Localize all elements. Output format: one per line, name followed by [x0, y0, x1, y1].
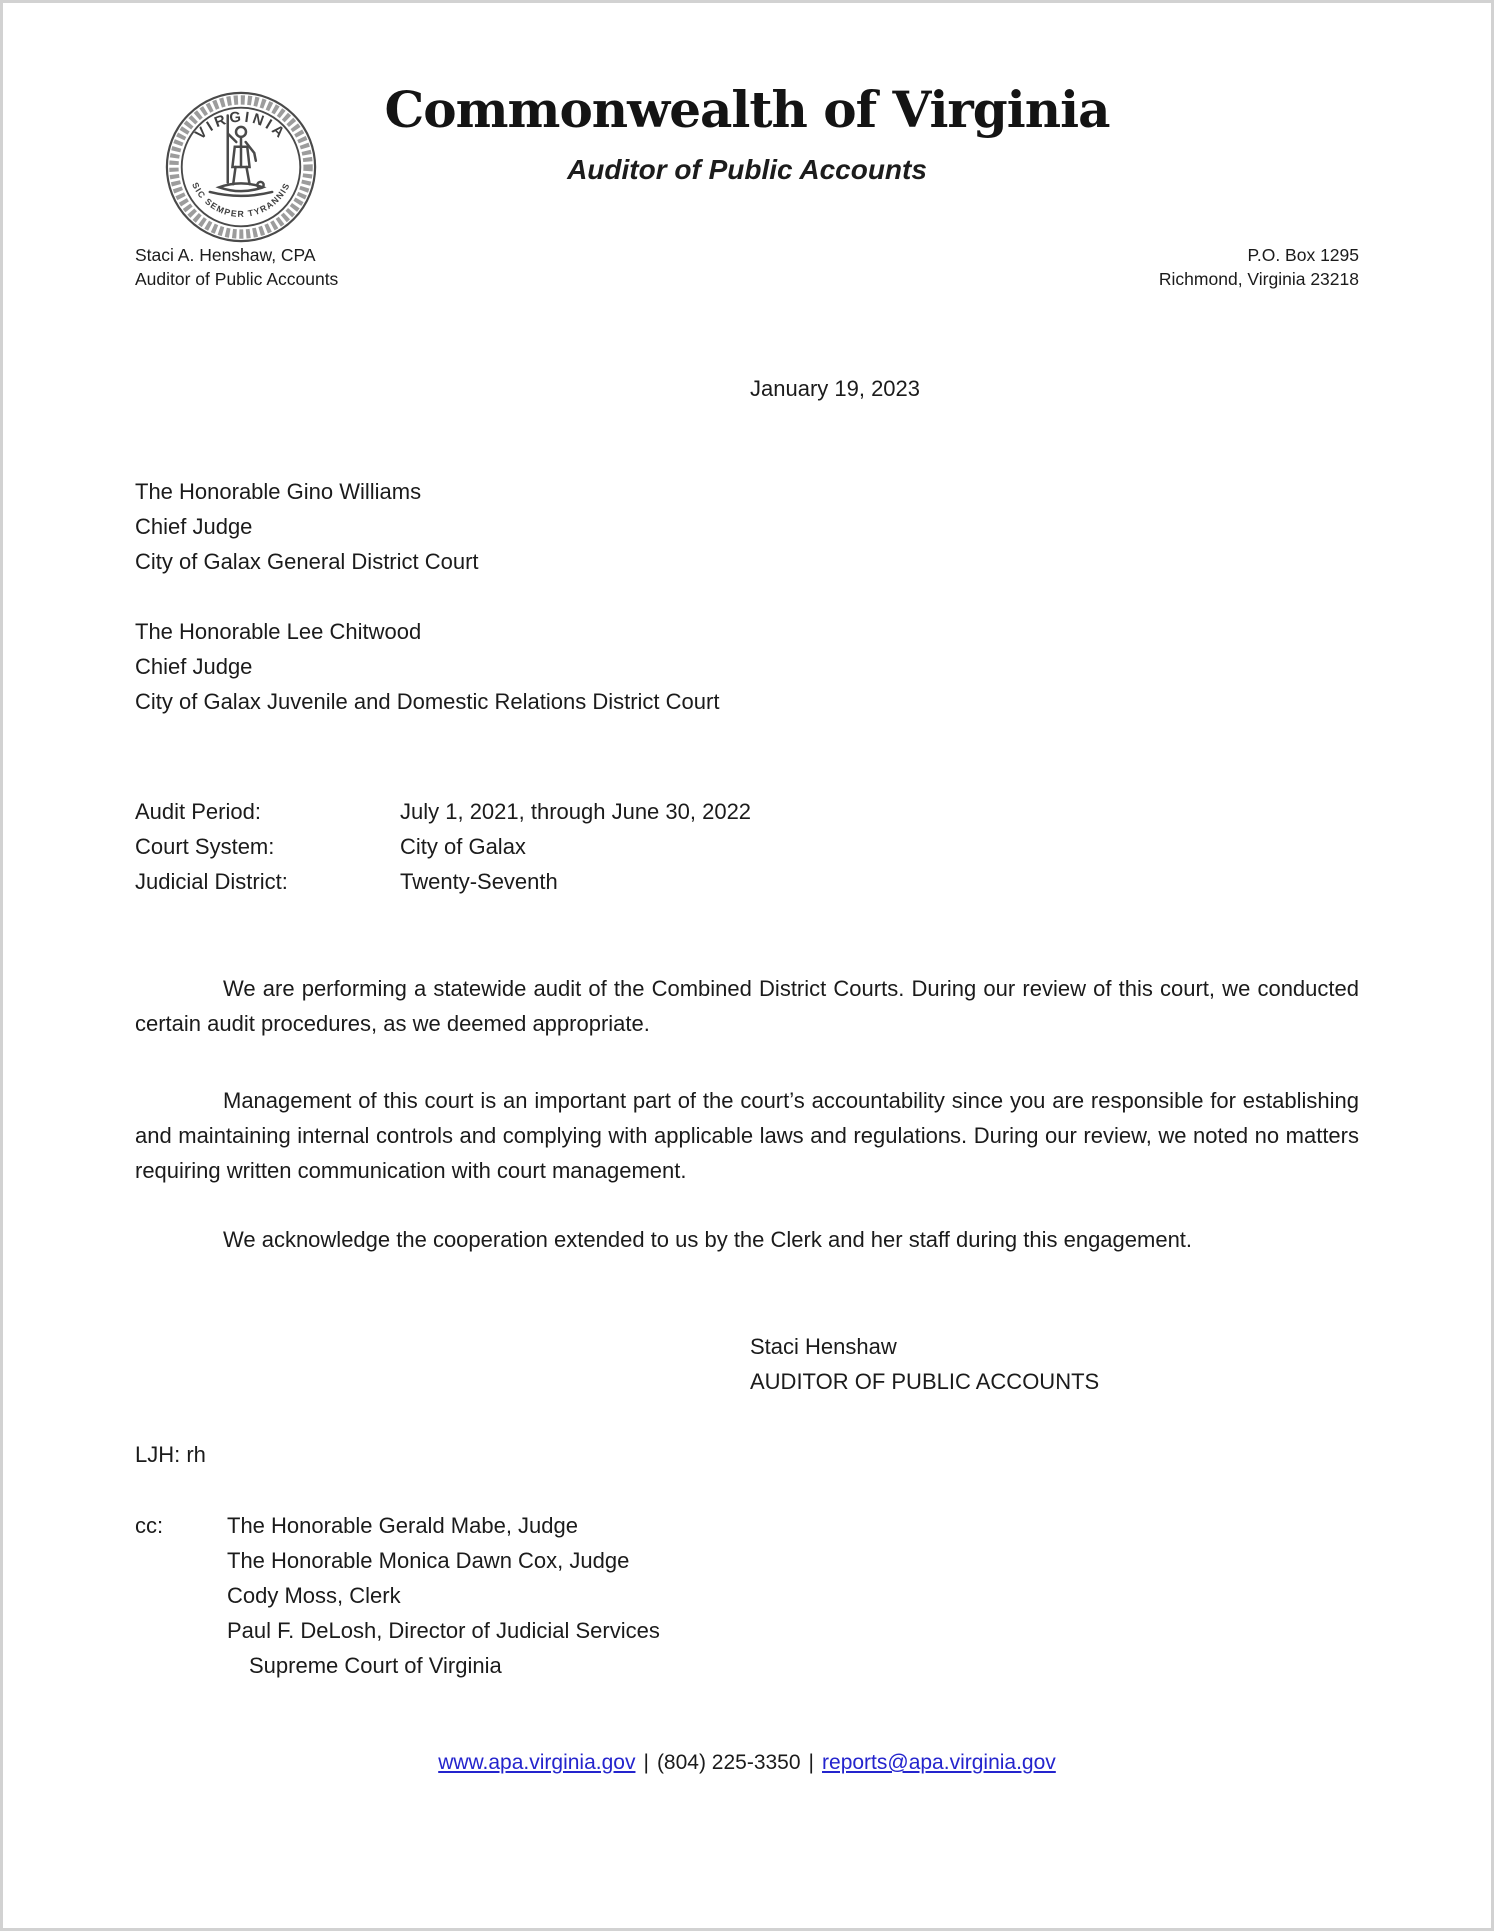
recipient-line: City of Galax General District Court [135, 549, 479, 574]
audit-info-row [135, 794, 1359, 829]
auditor-name: Staci A. Henshaw, CPA [135, 245, 316, 265]
cc-name: The Honorable Monica Dawn Cox, Judge [227, 1548, 630, 1573]
page-subtitle: Auditor of Public Accounts [567, 154, 927, 185]
letter-content [3, 81, 1491, 1780]
body-paragraph: We are performing a statewide audit of the Combined District Courts. During our review of this court, we conducted certain audit procedures, as we deemed appropriate. [135, 976, 1359, 1036]
signature-block [750, 1329, 1359, 1399]
signature-title: AUDITOR OF PUBLIC ACCOUNTS [750, 1369, 1100, 1394]
recipient-line: Chief Judge [135, 654, 253, 679]
court-system-value: City of Galax [400, 834, 526, 859]
page-title: Commonwealth of Virginia [384, 80, 1110, 139]
recipient-line: The Honorable Lee Chitwood [135, 619, 422, 644]
recipient-block [135, 614, 1359, 719]
seal-bottom-text: SIC SEMPER TYRANNIS [190, 180, 292, 219]
body-paragraph: We acknowledge the cooperation extended to us by the Clerk and her staff during this engagement. [223, 1227, 1193, 1252]
cc-label: cc: [135, 1513, 164, 1538]
virginia-state-seal-icon [163, 87, 319, 247]
svg-text:SIC SEMPER TYRANNIS [190, 181, 292, 219]
audit-info-row [135, 864, 1359, 899]
city-state-zip-line: Richmond, Virginia 23218 [1158, 269, 1359, 289]
recipient-line: Chief Judge [135, 514, 253, 539]
recipient-block [135, 474, 1359, 579]
court-system-label: Court System: [135, 834, 275, 859]
office-address-block [1159, 243, 1359, 291]
phone-number: (804) 225-3350 [656, 1751, 801, 1774]
cc-name: The Honorable Gerald Mabe, Judge [227, 1513, 578, 1538]
judicial-district-value: Twenty-Seventh [400, 869, 558, 894]
audit-period-label: Audit Period: [135, 799, 261, 824]
footer-contact-line [135, 1745, 1359, 1780]
judicial-district-label: Judicial District: [135, 869, 288, 894]
cc-block [135, 1508, 1359, 1683]
letterhead-contact-row [135, 243, 1359, 291]
seal-top-text: VIRGINIA [192, 109, 290, 144]
pipe-separator: | [643, 1751, 649, 1774]
reference-initials: LJH: rh [135, 1442, 206, 1467]
audit-info-row [135, 829, 1359, 864]
pipe-separator: | [808, 1751, 815, 1774]
cc-name: Cody Moss, Clerk [227, 1583, 401, 1608]
website-link[interactable]: www.apa.virginia.gov [438, 1751, 636, 1774]
cc-name: Paul F. DeLosh, Director of Judicial Services [227, 1618, 660, 1643]
audit-info [135, 794, 1359, 899]
cc-names [227, 1508, 660, 1683]
signature-name: Staci Henshaw [750, 1334, 897, 1359]
auditor-title: Auditor of Public Accounts [135, 269, 339, 289]
auditor-name-block [135, 243, 338, 291]
cc-indented-name: Supreme Court of Virginia [249, 1653, 502, 1678]
audit-period-value: July 1, 2021, through June 30, 2022 [400, 799, 752, 824]
po-box-line: P.O. Box 1295 [1247, 245, 1359, 265]
recipient-line: City of Galax Juvenile and Domestic Relations District Court [135, 689, 720, 714]
email-link[interactable]: reports@apa.virginia.gov [822, 1751, 1056, 1774]
recipient-line: The Honorable Gino Williams [135, 479, 422, 504]
letter-date: January 19, 2023 [750, 376, 921, 401]
body-paragraph: Management of this court is an important part of the court’s accountability since you are responsible for establishing and maintaining internal controls and complying with applicable laws and regulations. During our review, we noted no matters requiring written communication with court management. [135, 1088, 1359, 1183]
